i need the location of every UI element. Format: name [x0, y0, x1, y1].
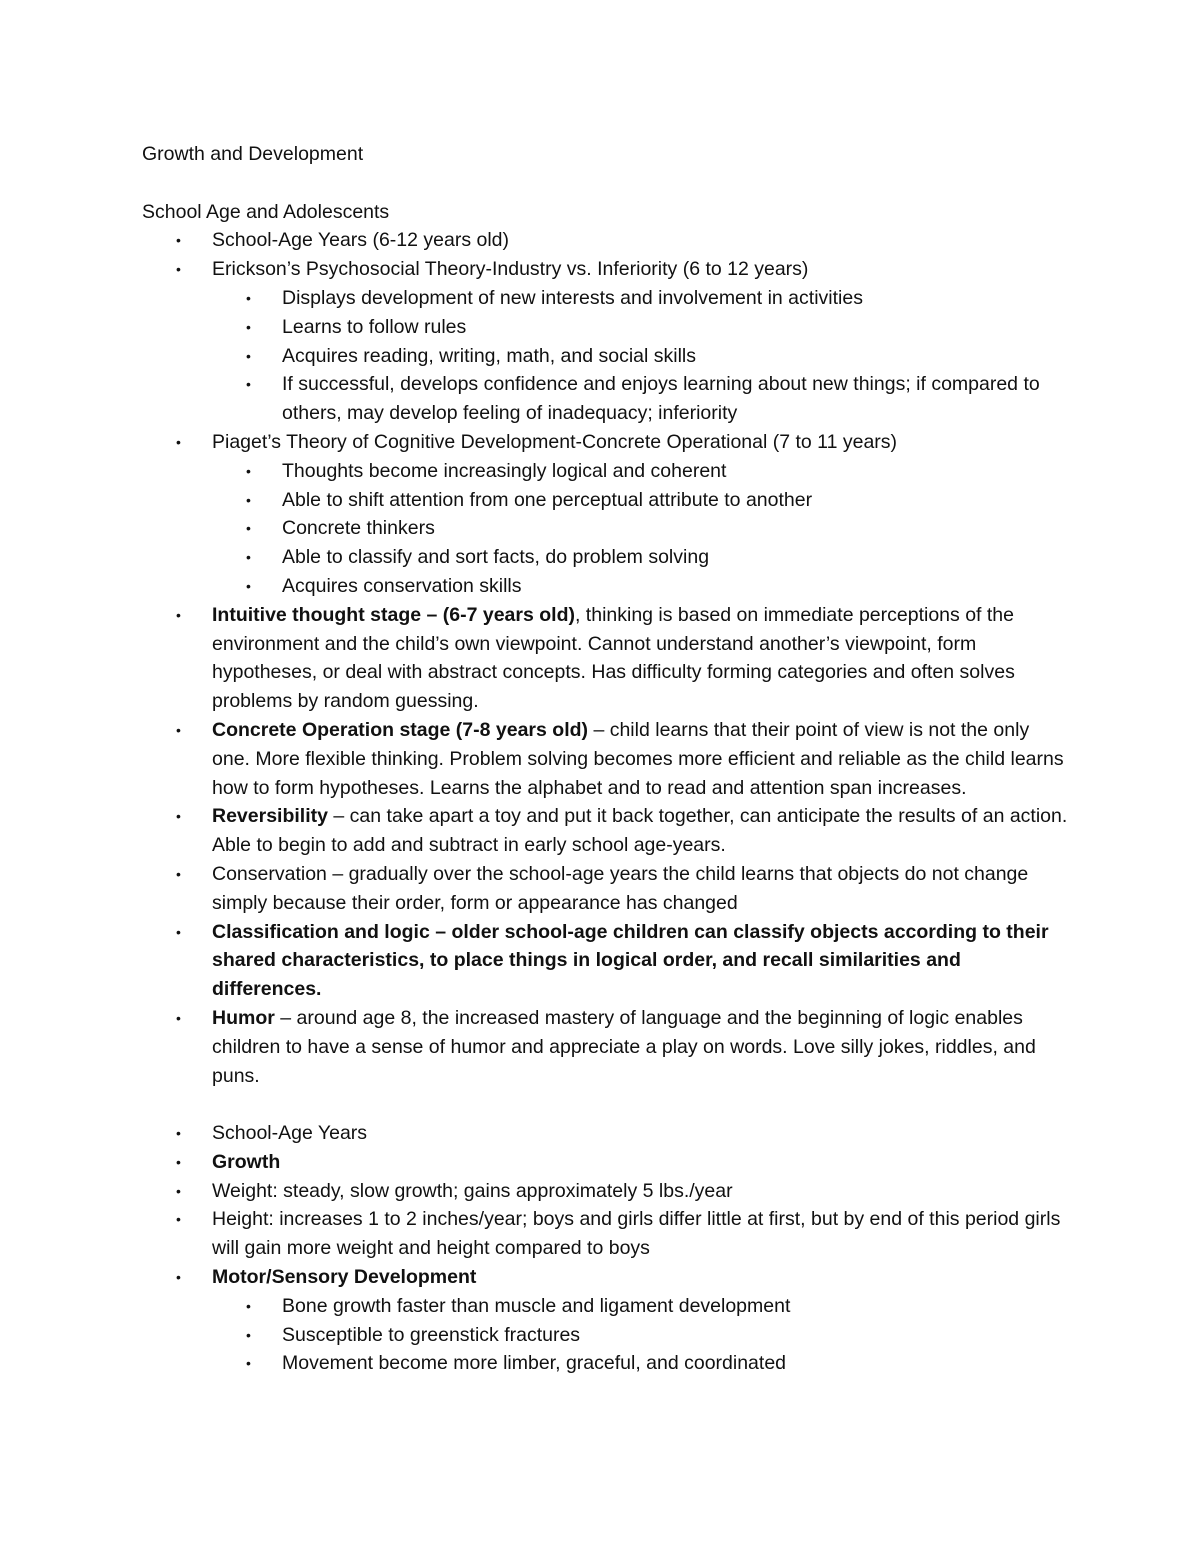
list-item [142, 428, 1072, 601]
list-item-text: Height: increases 1 to 2 inches/year; boys and girls differ little at first, but by end of this period girls will gain more weight and height compared to boys [212, 1208, 1061, 1260]
bullet-icon: • [176, 923, 181, 940]
sub-list-item [212, 572, 1072, 601]
list-item [142, 1263, 1072, 1378]
sub-list-item [212, 284, 1072, 313]
bullet-icon: • [176, 1153, 181, 1170]
sub-list-item-text: Thoughts become increasingly logical and coherent [282, 459, 727, 482]
list-item-text: – child learns that their point of view is not the only one. More flexible thinking. Problem solving becomes more efficient and reliable as the child learns how to form hypotheses. Learns the alphabet and to read and attention span increases. [212, 718, 1064, 799]
sub-list-item-text: Susceptible to greenstick fractures [282, 1323, 581, 1346]
list-item-text: – around age 8, the increased mastery of language and the beginning of logic enables children to have a sense of humor and appreciate a play on words. Love silly jokes, riddles, and puns. [212, 1006, 1036, 1087]
list-item-lead: Concrete Operation stage (7-8 years old) [212, 718, 589, 741]
bullet-icon: • [176, 1211, 181, 1228]
bullet-icon: • [246, 549, 251, 566]
sub-list-item [212, 1321, 1072, 1350]
list-item-text: School-Age Years [212, 1122, 368, 1145]
bullet-icon: • [176, 232, 181, 249]
list-item [142, 802, 1072, 860]
sub-list-item-text: Acquires conservation skills [282, 574, 522, 597]
bullet-icon: • [246, 289, 251, 306]
sub-list-item [212, 370, 1072, 428]
list-item [142, 918, 1072, 1004]
blank-line [142, 1090, 1072, 1119]
bullet-icon: • [246, 376, 251, 393]
sub-list-item [212, 313, 1072, 342]
list-item [142, 1177, 1072, 1206]
list-item-lead: Classification and logic – older school-age children can classify objects according to their shared characteristics, to place things in logical order, and recall similarities and differences. [212, 920, 1049, 1001]
bullet-icon: • [246, 577, 251, 594]
sub-list-item-text: Able to classify and sort facts, do problem solving [282, 546, 710, 569]
list-item [142, 226, 1072, 255]
bullet-icon: • [246, 1326, 251, 1343]
sub-bullet-list [212, 284, 1072, 428]
bullet-icon: • [246, 318, 251, 335]
list-item-text: , thinking is based on immediate perceptions of the environment and the child’s own viewpoint. Cannot understand another’s viewpoint, form hypotheses, or deal with abstract concepts. Has difficulty forming categories and often solves problems by random guessing. [212, 603, 1015, 713]
sub-bullet-list [212, 1292, 1072, 1378]
bullet-icon: • [176, 808, 181, 825]
bullet-icon: • [176, 1182, 181, 1199]
document-page [142, 140, 1072, 1378]
sub-list-item [212, 1349, 1072, 1378]
bullet-icon: • [246, 520, 251, 537]
sub-list-item-text: Bone growth faster than muscle and ligament development [282, 1294, 791, 1317]
section-heading: School Age and Adolescents [142, 200, 390, 223]
sub-list-item [212, 457, 1072, 486]
sub-list-item-text: Concrete thinkers [282, 517, 435, 540]
bullet-icon: • [246, 347, 251, 364]
sub-list-item [212, 543, 1072, 572]
bullet-icon: • [176, 865, 181, 882]
sub-list-item-text: Acquires reading, writing, math, and social skills [282, 344, 697, 367]
bullet-icon: • [176, 433, 181, 450]
list-item [142, 1148, 1072, 1177]
list-item [142, 601, 1072, 716]
list-item-lead: Reversibility [212, 805, 328, 828]
bullet-icon: • [176, 721, 181, 738]
list-item-lead: Growth [212, 1150, 281, 1173]
list-item [142, 255, 1072, 428]
sub-list-item-text: Movement become more limber, graceful, and coordinated [282, 1352, 787, 1375]
list-item-text: Erickson’s Psychosocial Theory-Industry vs. Inferiority (6 to 12 years) [212, 258, 809, 281]
sub-list-item-text: If successful, develops confidence and enjoys learning about new things; if compared to others, may develop feeling of inadequacy; inferiority [282, 373, 1040, 425]
bullet-icon: • [176, 606, 181, 623]
list-item-lead: Humor [212, 1006, 275, 1029]
list-item-lead: Motor/Sensory Development [212, 1266, 477, 1289]
sub-list-item [212, 342, 1072, 371]
sub-list-item-text: Displays development of new interests and involvement in activities [282, 286, 863, 309]
bullet-icon: • [176, 1269, 181, 1286]
list-item [142, 716, 1072, 802]
bullet-icon: • [246, 491, 251, 508]
list-item-text: School-Age Years (6-12 years old) [212, 229, 510, 252]
sub-list-item [212, 1292, 1072, 1321]
list-item-text: Weight: steady, slow growth; gains approximately 5 lbs./year [212, 1179, 733, 1202]
bullet-icon: • [246, 1297, 251, 1314]
blank-line [142, 169, 1072, 198]
bullet-icon: • [176, 261, 181, 278]
list-item [142, 1119, 1072, 1148]
sub-bullet-list [212, 457, 1072, 601]
sub-list-item-text: Able to shift attention from one perceptual attribute to another [282, 488, 813, 511]
list-item [142, 1205, 1072, 1263]
list-item-text: Piaget’s Theory of Cognitive Development-Concrete Operational (7 to 11 years) [212, 430, 898, 453]
bullet-icon: • [246, 462, 251, 479]
bullet-list [142, 1119, 1072, 1378]
list-item-text: Conservation – gradually over the school-age years the child learns that objects do not change simply because their order, form or appearance has changed [212, 862, 1029, 914]
sub-list-item [212, 486, 1072, 515]
list-item-lead: Intuitive thought stage – (6-7 years old) [212, 603, 575, 626]
bullet-icon: • [246, 1355, 251, 1372]
bullet-list [142, 226, 1072, 1090]
bullet-icon: • [176, 1125, 181, 1142]
bullet-icon: • [176, 1009, 181, 1026]
sub-list-item-text: Learns to follow rules [282, 315, 467, 338]
document-title: Growth and Development [142, 143, 364, 165]
list-item [142, 1004, 1072, 1090]
list-item-text: – can take apart a toy and put it back together, can anticipate the results of an action. Able to begin to add and subtract in early school age-years. [212, 805, 1068, 857]
sub-list-item [212, 514, 1072, 543]
list-item [142, 860, 1072, 918]
